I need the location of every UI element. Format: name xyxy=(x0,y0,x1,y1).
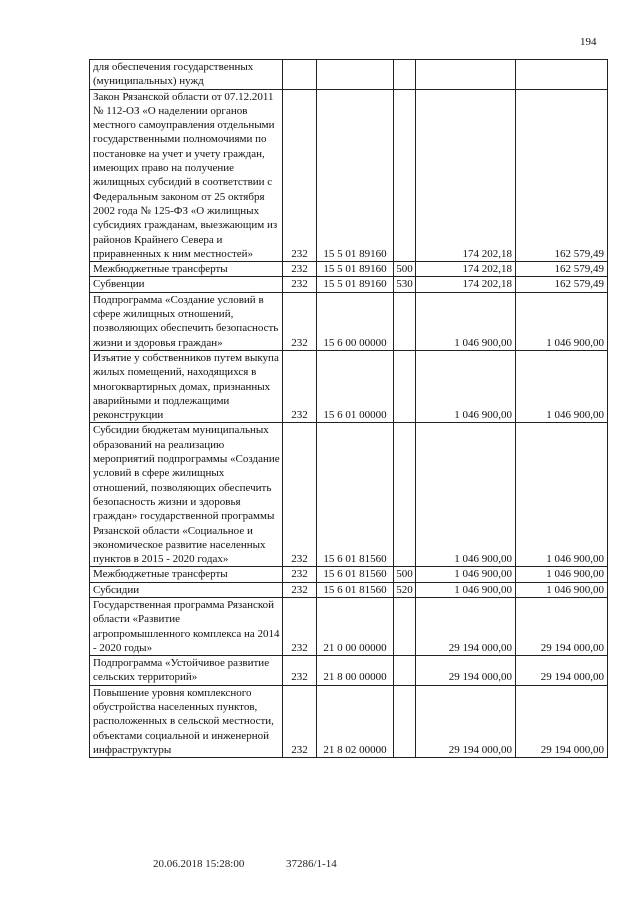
row-code-cell: 232 xyxy=(283,685,317,757)
row-name-cell: для обеспечения государственных (муниципальных) нужд xyxy=(90,60,283,90)
table-row xyxy=(90,292,608,350)
row-expense-type-cell xyxy=(394,597,416,655)
row-name-cell: Субвенции xyxy=(90,277,283,292)
row-target-article-cell: 21 8 02 00000 xyxy=(317,685,394,757)
row-expense-type-cell: 500 xyxy=(394,567,416,582)
row-amount-second-cell: 1 046 900,00 xyxy=(516,582,608,597)
row-target-article-cell: 15 5 01 89160 xyxy=(317,277,394,292)
row-amount-second-cell: 29 194 000,00 xyxy=(516,685,608,757)
row-target-article-cell: 15 6 01 81560 xyxy=(317,567,394,582)
row-code-cell: 232 xyxy=(283,423,317,567)
row-expense-type-cell xyxy=(394,423,416,567)
row-code-cell xyxy=(283,60,317,90)
row-name-cell: Межбюджетные трансферты xyxy=(90,262,283,277)
row-target-article-cell: 15 5 01 89160 xyxy=(317,89,394,262)
row-amount-second-cell: 1 046 900,00 xyxy=(516,350,608,422)
row-target-article-cell xyxy=(317,60,394,90)
row-amount-first-cell: 1 046 900,00 xyxy=(416,567,516,582)
row-amount-second-cell: 1 046 900,00 xyxy=(516,423,608,567)
table-row xyxy=(90,60,608,90)
table-row xyxy=(90,582,608,597)
row-name-cell: Подпрограмма «Устойчивое развитие сельских территорий» xyxy=(90,656,283,686)
row-amount-first-cell: 29 194 000,00 xyxy=(416,685,516,757)
row-code-cell: 232 xyxy=(283,292,317,350)
row-code-cell: 232 xyxy=(283,582,317,597)
row-expense-type-cell xyxy=(394,292,416,350)
row-code-cell: 232 xyxy=(283,89,317,262)
budget-table xyxy=(89,59,608,758)
row-target-article-cell: 15 6 01 81560 xyxy=(317,582,394,597)
page-number: 194 xyxy=(580,36,597,48)
row-amount-first-cell: 174 202,18 xyxy=(416,262,516,277)
row-code-cell: 232 xyxy=(283,262,317,277)
row-code-cell: 232 xyxy=(283,656,317,686)
row-target-article-cell: 15 5 01 89160 xyxy=(317,262,394,277)
row-target-article-cell: 21 0 00 00000 xyxy=(317,597,394,655)
table-row xyxy=(90,89,608,262)
row-expense-type-cell xyxy=(394,60,416,90)
row-amount-first-cell: 174 202,18 xyxy=(416,277,516,292)
row-amount-first-cell: 1 046 900,00 xyxy=(416,423,516,567)
row-code-cell: 232 xyxy=(283,277,317,292)
row-amount-second-cell: 29 194 000,00 xyxy=(516,656,608,686)
row-expense-type-cell: 520 xyxy=(394,582,416,597)
row-code-cell: 232 xyxy=(283,350,317,422)
row-expense-type-cell xyxy=(394,685,416,757)
row-expense-type-cell xyxy=(394,350,416,422)
row-amount-second-cell: 1 046 900,00 xyxy=(516,292,608,350)
table-row xyxy=(90,262,608,277)
row-target-article-cell: 15 6 00 00000 xyxy=(317,292,394,350)
row-name-cell: Закон Рязанской области от 07.12.2011 № 112-ОЗ «О наделении органов местного самоуправления отдельными государственными полномочиями по постановке на учет и учету граждан, имеющих право на получение жилищных субсидий в соответствии с Федеральным законом от 25 октября 2002 года № 125-ФЗ «О жилищных субсидиях гражданам, выезжающим из районов Крайнего Севера и приравненных к ним местностей» xyxy=(90,89,283,262)
row-amount-second-cell: 1 046 900,00 xyxy=(516,567,608,582)
row-amount-first-cell xyxy=(416,60,516,90)
row-target-article-cell: 15 6 01 00000 xyxy=(317,350,394,422)
row-amount-first-cell: 174 202,18 xyxy=(416,89,516,262)
row-name-cell: Субсидии бюджетам муниципальных образований на реализацию мероприятий подпрограммы «Создание условий в сфере жилищных отношений, позволяющих обеспечить безопасность жизни и здоровья граждан» государственной программы Рязанской области «Социальное и экономическое развитие населенных пунктов в 2015 - 2020 годах» xyxy=(90,423,283,567)
row-amount-second-cell: 29 194 000,00 xyxy=(516,597,608,655)
row-amount-first-cell: 1 046 900,00 xyxy=(416,582,516,597)
row-name-cell: Межбюджетные трансферты xyxy=(90,567,283,582)
row-amount-first-cell: 1 046 900,00 xyxy=(416,350,516,422)
row-amount-second-cell: 162 579,49 xyxy=(516,89,608,262)
row-target-article-cell: 15 6 01 81560 xyxy=(317,423,394,567)
row-amount-first-cell: 29 194 000,00 xyxy=(416,597,516,655)
row-code-cell: 232 xyxy=(283,597,317,655)
table-row xyxy=(90,567,608,582)
row-amount-second-cell: 162 579,49 xyxy=(516,277,608,292)
row-target-article-cell: 21 8 00 00000 xyxy=(317,656,394,686)
row-amount-second-cell: 162 579,49 xyxy=(516,262,608,277)
row-name-cell: Повышение уровня комплексного обустройства населенных пунктов, расположенных в сельской местности, объектами социальной и инженерной инфраструктуры xyxy=(90,685,283,757)
table-row xyxy=(90,277,608,292)
row-expense-type-cell: 500 xyxy=(394,262,416,277)
row-amount-second-cell xyxy=(516,60,608,90)
row-name-cell: Подпрограмма «Создание условий в сфере жилищных отношений, позволяющих обеспечить безопасность жизни и здоровья граждан» xyxy=(90,292,283,350)
table-row xyxy=(90,423,608,567)
row-amount-first-cell: 1 046 900,00 xyxy=(416,292,516,350)
table-row xyxy=(90,656,608,686)
footer-doc-number: 37286/1-14 xyxy=(286,858,337,870)
row-name-cell: Изъятие у собственников путем выкупа жилых помещений, находящихся в многоквартирных домах, признанных аварийными и подлежащими реконструкции xyxy=(90,350,283,422)
row-code-cell: 232 xyxy=(283,567,317,582)
row-name-cell: Государственная программа Рязанской области «Развитие агропромышленного комплекса на 2014 - 2020 годы» xyxy=(90,597,283,655)
table-row xyxy=(90,597,608,655)
row-expense-type-cell xyxy=(394,656,416,686)
table-row xyxy=(90,350,608,422)
row-name-cell: Субсидии xyxy=(90,582,283,597)
row-expense-type-cell: 530 xyxy=(394,277,416,292)
budget-table-body xyxy=(90,60,608,758)
table-row xyxy=(90,685,608,757)
row-amount-first-cell: 29 194 000,00 xyxy=(416,656,516,686)
row-expense-type-cell xyxy=(394,89,416,262)
footer-datetime: 20.06.2018 15:28:00 xyxy=(153,858,245,870)
